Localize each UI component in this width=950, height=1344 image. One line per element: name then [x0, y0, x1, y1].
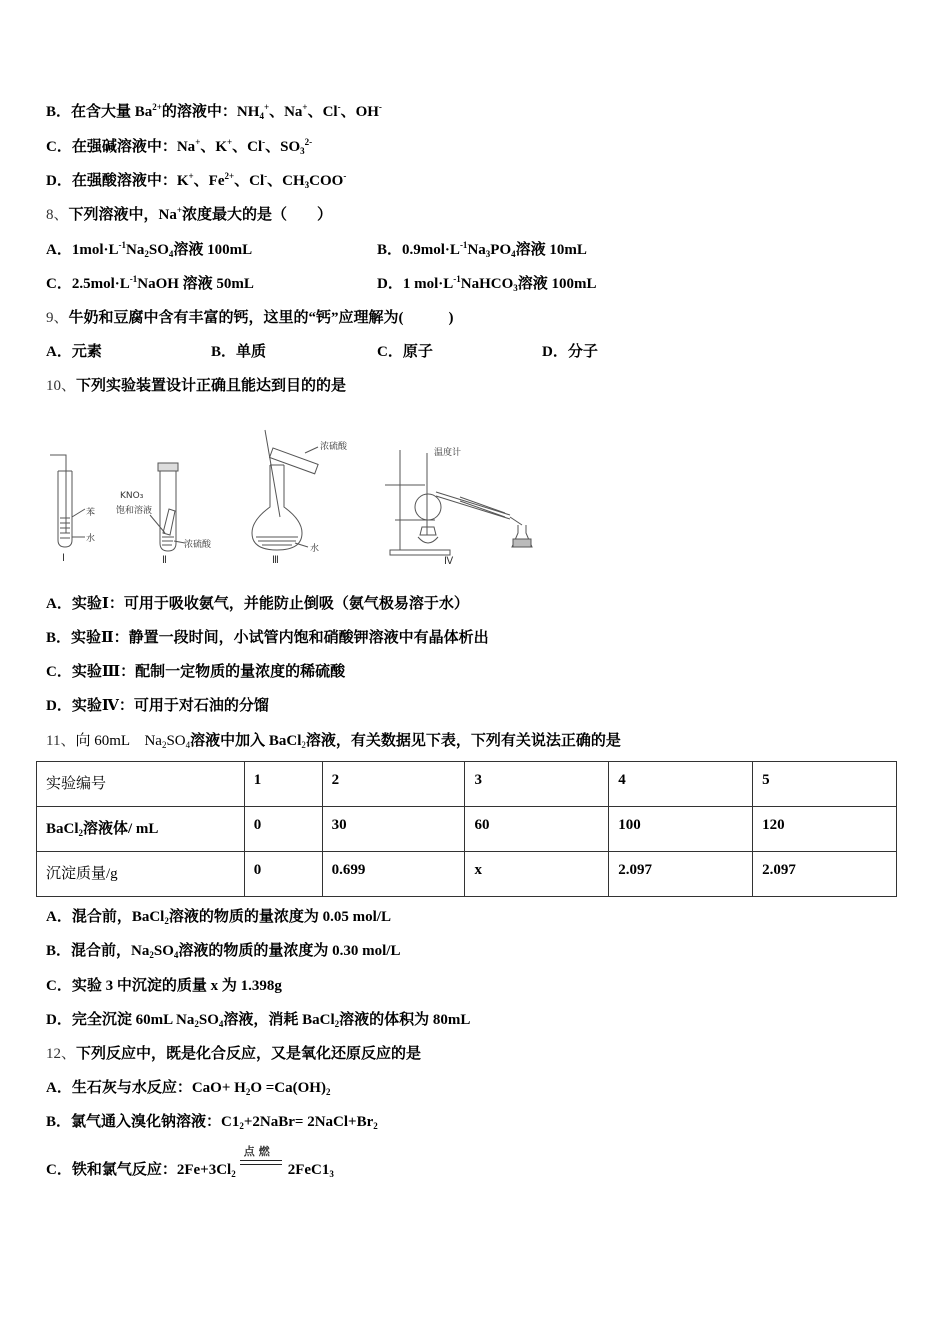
table-cell: 0 [244, 807, 322, 852]
option-text: 实验Ⅰ：可用于吸收氨气，并能防止倒吸（氨气极易溶于水） [71, 596, 469, 612]
question-text: 下列反应中，既是化合反应，又是氧化还原反应的是 [76, 1046, 422, 1062]
label-saturated-solution: 饱和溶液 [116, 506, 153, 516]
sup: - [378, 102, 382, 112]
option-text: 原子 [402, 344, 433, 360]
row-header [37, 807, 245, 852]
question-number: 11、 [46, 733, 76, 749]
option-letter: D． [46, 698, 72, 714]
option-text: COO [309, 173, 344, 189]
option-text: 、Na [269, 104, 303, 120]
q9-option-d [542, 342, 598, 362]
table-cell: 2.097 [753, 852, 897, 897]
option-text: 溶液 100mL [517, 276, 597, 292]
option-text: 单质 [236, 344, 267, 360]
sub: 2 [231, 1169, 236, 1179]
option-text: 在含大量 Ba [71, 104, 153, 120]
option-letter: A． [46, 596, 72, 612]
option-text: 的溶液中：NH [161, 104, 260, 120]
option-text: 溶液 10mL [515, 242, 587, 258]
option-text: 0.9mol·L [402, 242, 460, 258]
table-cell: 120 [753, 807, 897, 852]
question-text: SO [166, 733, 186, 749]
q10-option-d [46, 696, 269, 716]
label-conc-sulfuric-acid: 浓硫酸 [184, 540, 212, 550]
table-row [37, 762, 897, 807]
label-kno3: KNO₃ [120, 491, 144, 501]
equals-bar [240, 1160, 282, 1161]
sub: 4 [173, 950, 179, 960]
option-text: 氯气通入溴化钠溶液：C1 [71, 1114, 240, 1130]
option-text: 溶液的体积为 80mL [339, 1012, 471, 1028]
sub: 4 [185, 740, 191, 750]
question-text: 下列溶液中，Na [68, 207, 177, 223]
option-text: NaOH 溶液 50mL [137, 276, 254, 292]
label-water: 水 [310, 544, 320, 554]
row-header: 沉淀质量/g [37, 852, 245, 897]
apparatus-diagram-icon [40, 425, 560, 575]
option-text: 生石灰与水反应：CaO+ H [71, 1080, 246, 1096]
sup: -1 [118, 240, 127, 250]
option-text: Na [126, 242, 145, 258]
option-letter: B． [46, 943, 72, 959]
sub: 2 [78, 828, 84, 838]
q12-option-a [46, 1078, 330, 1098]
sub: 4 [511, 249, 516, 259]
table-cell: 0.699 [322, 852, 465, 897]
table-cell: 100 [609, 807, 753, 852]
option-text: 1 mol·L [402, 276, 454, 292]
question-text: 溶液，有关数据见下表，下列有关说法正确的是 [305, 733, 621, 749]
q10-option-c [46, 662, 345, 682]
q12-stem [46, 1044, 421, 1064]
table-cell: x [465, 852, 609, 897]
option-letter: B． [46, 104, 72, 120]
question-number: 8、 [46, 207, 69, 223]
sup: - [262, 137, 266, 147]
option-text: 元素 [71, 344, 102, 360]
question-text: 向 60mL Na [75, 733, 162, 749]
option-text: 溶液的物质的量浓度为 0.05 mol/L [168, 909, 391, 925]
q9-option-c [377, 342, 433, 362]
sup: 2+ [224, 171, 235, 181]
sub: 3 [300, 146, 305, 156]
option-text: 、Fe [193, 173, 225, 189]
q10-option-b [46, 628, 489, 648]
sub: 3 [329, 1169, 334, 1179]
option-text: 、K [200, 139, 227, 155]
option-letter: A． [46, 344, 72, 360]
option-text: 溶液 100mL [173, 242, 253, 258]
option-text: 2FeC1 [287, 1162, 330, 1178]
option-text: 实验Ⅳ：可用于对石油的分馏 [71, 698, 269, 714]
option-letter: A． [46, 1080, 72, 1096]
option-text: NaHCO [460, 276, 514, 292]
table-cell: 5 [753, 762, 897, 807]
q9-option-a [46, 342, 102, 362]
option-letter: C． [46, 276, 72, 292]
figure-label-3: Ⅲ [272, 555, 279, 566]
table-cell: 3 [465, 762, 609, 807]
question-number: 9、 [46, 310, 69, 326]
option-text: SO [153, 943, 174, 959]
reaction-condition-equals-sign [240, 1145, 284, 1178]
q12-option-b [46, 1112, 378, 1132]
option-text: 混合前，BaCl [71, 909, 165, 925]
question-text: 下列实验装置设计正确且能达到目的的是 [76, 378, 347, 394]
row-header: 实验编号 [37, 762, 245, 807]
option-text: SO [148, 242, 169, 258]
question-number: 12、 [46, 1046, 77, 1062]
option-text: 溶液的物质的量浓度为 0.30 mol/L [178, 943, 401, 959]
table-row [37, 807, 897, 852]
experiment-data-table [36, 761, 897, 897]
option-letter: C． [46, 664, 72, 680]
sup: + [188, 171, 194, 181]
sup: 2+ [152, 102, 162, 112]
option-letter: B． [46, 630, 72, 646]
label-benzene: 苯 [86, 508, 96, 518]
q9-option-b [211, 342, 266, 362]
table-cell: 2.097 [609, 852, 753, 897]
option-text: 实验Ⅲ：配制一定物质的量浓度的稀硫酸 [71, 664, 346, 680]
option-text: 在强碱溶液中：Na [71, 139, 196, 155]
q11-option-d [46, 1010, 470, 1030]
question-text: 溶液中加入 BaCl [190, 733, 302, 749]
q8-option-a [46, 240, 252, 260]
label-conc-sulfuric-acid: 浓硫酸 [320, 442, 348, 452]
sub: 2 [301, 740, 306, 750]
q8-option-c [46, 274, 254, 294]
option-text: 溶液，消耗 BaCl [223, 1012, 335, 1028]
q10-option-a [46, 594, 469, 614]
sup: -1 [129, 274, 138, 284]
q11-option-b [46, 941, 400, 961]
sub: 4 [168, 249, 174, 259]
option-text: 、CH [267, 173, 305, 189]
sub: 3 [304, 180, 310, 190]
sub: 4 [218, 1019, 224, 1029]
sub: 3 [513, 283, 518, 293]
option-letter: D． [542, 344, 568, 360]
table-cell: 4 [609, 762, 753, 807]
option-letter: B． [46, 1114, 72, 1130]
option-text: SO [198, 1012, 219, 1028]
reaction-condition: 点燃 [243, 1145, 274, 1158]
sub: 2 [144, 249, 149, 259]
sup: + [176, 205, 182, 215]
sub: 2 [239, 1121, 244, 1131]
option-text: +2NaBr= 2NaCl+Br [243, 1114, 374, 1130]
figure-label-4: Ⅳ [444, 556, 454, 567]
question-number: 10、 [46, 378, 77, 394]
option-text: 完全沉淀 60mL Na [71, 1012, 195, 1028]
table-cell: 1 [244, 762, 322, 807]
table-cell: 0 [244, 852, 322, 897]
option-letter: B． [211, 344, 237, 360]
option-text: 2.5mol·L [71, 276, 130, 292]
sub: 2 [334, 1019, 340, 1029]
q9-stem [46, 308, 454, 328]
sup: + [302, 102, 308, 112]
sub: 2 [149, 950, 154, 960]
sup: -1 [453, 274, 461, 284]
header-text: 溶液体/ mL [83, 821, 159, 837]
sub: 2 [194, 1019, 199, 1029]
option-text: PO [490, 242, 512, 258]
option-text: 分子 [567, 344, 598, 360]
sub: 2 [161, 740, 167, 750]
q10-stem [46, 376, 346, 396]
option-letter: C． [46, 978, 72, 994]
option-letter: A． [46, 909, 72, 925]
option-letter: D． [377, 276, 403, 292]
sup: + [195, 137, 201, 147]
option-letter: A． [46, 242, 72, 258]
q8-option-d [377, 274, 597, 294]
sup: + [227, 137, 233, 147]
q7-option-c [46, 137, 312, 157]
option-text: 、SO [265, 139, 301, 155]
option-text: O =Ca(OH) [250, 1080, 326, 1096]
table-cell: 2 [322, 762, 465, 807]
sub: 2 [245, 1087, 251, 1097]
q8-option-b [377, 240, 587, 260]
option-text: 、Cl [307, 104, 338, 120]
option-letter: C． [377, 344, 403, 360]
q7-option-b [46, 102, 382, 122]
option-text: 在强酸溶液中：K [71, 173, 189, 189]
q8-stem [46, 205, 332, 225]
sub: 4 [259, 111, 264, 121]
header-text: BaCl [46, 821, 79, 837]
option-letter: B． [377, 242, 403, 258]
option-letter: C． [46, 1162, 72, 1178]
label-water: 水 [86, 534, 96, 544]
q12-option-c [46, 1145, 334, 1180]
option-text: Na [467, 242, 486, 258]
apparatus-figure [40, 425, 560, 575]
question-text: 牛奶和豆腐中含有丰富的钙，这里的“钙”应理解为( ) [68, 310, 454, 326]
option-text: 、OH [340, 104, 379, 120]
option-text: 实验 3 中沉淀的质量 x 为 1.398g [71, 978, 282, 994]
option-text: 混合前，Na [71, 943, 150, 959]
option-letter: D． [46, 173, 72, 189]
option-text: 、Cl [234, 173, 265, 189]
table-cell: 30 [322, 807, 465, 852]
sup: - [337, 102, 341, 112]
equals-bar [240, 1164, 282, 1165]
option-text: 铁和氯气反应：2Fe+3Cl [71, 1162, 232, 1178]
option-text: 实验Ⅱ：静置一段时间，小试管内饱和硝酸钾溶液中有晶体析出 [71, 630, 489, 646]
q7-option-d [46, 171, 346, 191]
sub: 2 [325, 1087, 331, 1097]
sup: + [263, 102, 270, 112]
label-thermometer: 温度计 [434, 448, 462, 458]
sup: -1 [459, 240, 468, 250]
option-text: 、Cl [232, 139, 263, 155]
figure-label-2: Ⅱ [162, 555, 167, 566]
option-letter: C． [46, 139, 72, 155]
sup: 2- [304, 137, 313, 147]
sub: 3 [485, 249, 491, 259]
option-text: 1mol·L [71, 242, 119, 258]
table-cell: 60 [465, 807, 609, 852]
sup: - [343, 171, 347, 181]
figure-label-1: Ⅰ [62, 553, 65, 564]
q11-stem [46, 731, 621, 751]
sup: - [264, 171, 268, 181]
q11-option-c [46, 976, 282, 996]
q11-option-a [46, 907, 391, 927]
table-row [37, 852, 897, 897]
sub: 2 [373, 1121, 378, 1131]
option-letter: D． [46, 1012, 72, 1028]
question-text: 浓度最大的是（ ） [182, 207, 333, 223]
sub: 2 [164, 916, 169, 926]
